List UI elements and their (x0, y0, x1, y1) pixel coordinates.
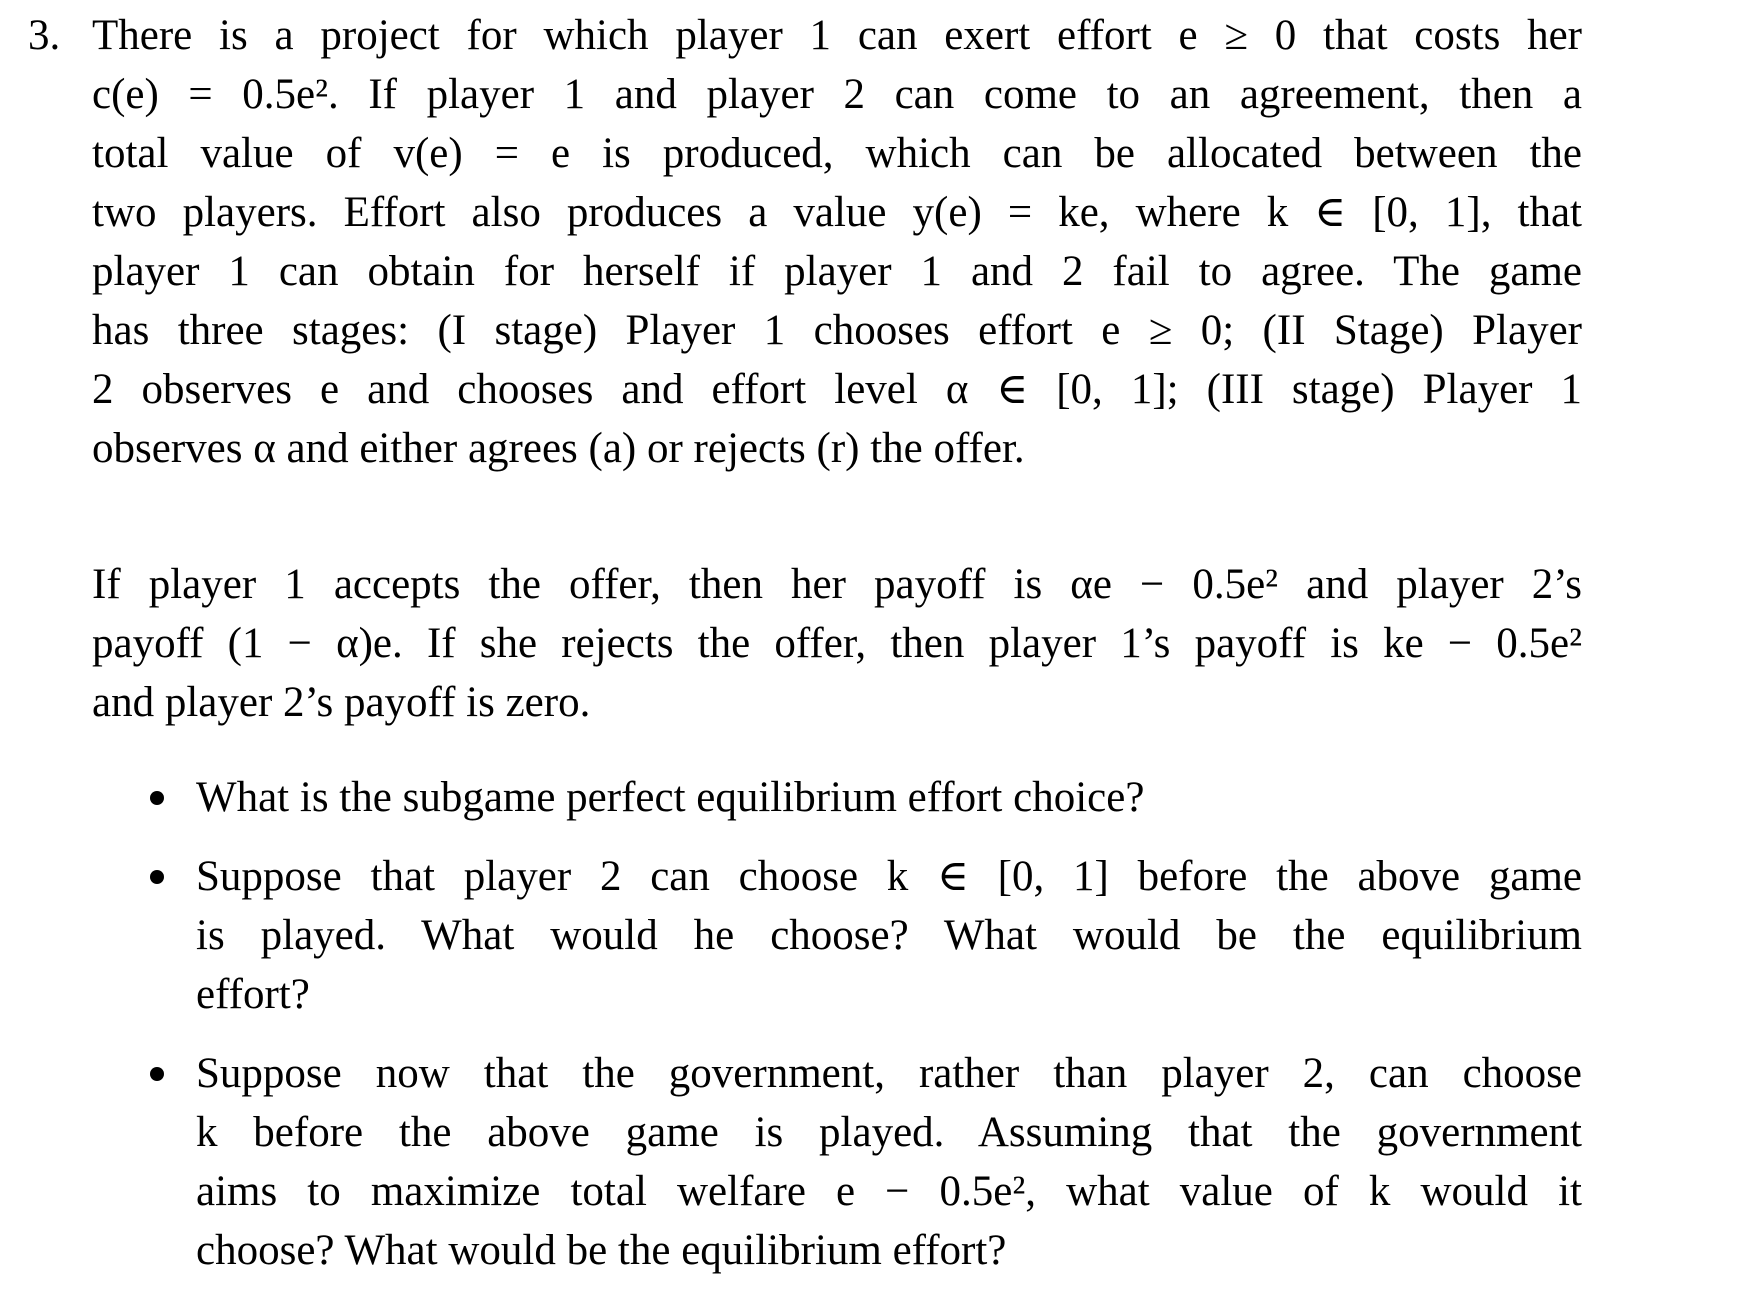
intro-line: has three stages: (I stage) Player 1 chooses effort e ≥ 0; (II Stage) Player (92, 307, 1582, 354)
question-parts-list (150, 768, 1582, 1300)
question-number: 3. (28, 12, 61, 59)
part-line: aims to maximize total welfare e − 0.5e², what value of k would it (196, 1168, 1582, 1215)
part-line: Suppose that player 2 can choose k ∈ [0, 1] before the above game (196, 853, 1582, 900)
problem-intro-paragraph (92, 6, 1582, 478)
intro-line: total value of v(e) = e is produced, which can be allocated between the (92, 130, 1582, 177)
part-line: Suppose now that the government, rather than player 2, can choose (196, 1050, 1582, 1097)
payoff-paragraph (92, 555, 1582, 732)
intro-line: 2 observes e and chooses and effort level α ∈ [0, 1]; (III stage) Player 1 (92, 366, 1582, 413)
intro-line: two players. Effort also produces a value y(e) = ke, where k ∈ [0, 1], that (92, 189, 1582, 236)
payoff-line: payoff (1 − α)e. If she rejects the offer, then player 1’s payoff is ke − 0.5e² (92, 620, 1582, 667)
question-part (150, 1044, 1582, 1280)
bullet-icon (150, 1067, 164, 1081)
part-line: effort? (196, 971, 310, 1018)
bullet-icon (150, 870, 164, 884)
intro-line: observes α and either agrees (a) or rejects (r) the offer. (92, 425, 1025, 472)
question-part (150, 768, 1582, 827)
part-line: choose? What would be the equilibrium effort? (196, 1227, 1007, 1274)
part-line: is played. What would he choose? What would be the equilibrium (196, 912, 1582, 959)
payoff-line: If player 1 accepts the offer, then her payoff is αe − 0.5e² and player 2’s (92, 561, 1582, 608)
payoff-line: and player 2’s payoff is zero. (92, 679, 591, 726)
bullet-icon (150, 791, 164, 805)
part-line: What is the subgame perfect equilibrium effort choice? (196, 774, 1145, 821)
part-line: k before the above game is played. Assuming that the government (196, 1109, 1582, 1156)
intro-line: player 1 can obtain for herself if player 1 and 2 fail to agree. The game (92, 248, 1582, 295)
intro-line: c(e) = 0.5e². If player 1 and player 2 can come to an agreement, then a (92, 71, 1582, 118)
question-part (150, 847, 1582, 1024)
intro-line: There is a project for which player 1 can exert effort e ≥ 0 that costs her (92, 12, 1582, 59)
